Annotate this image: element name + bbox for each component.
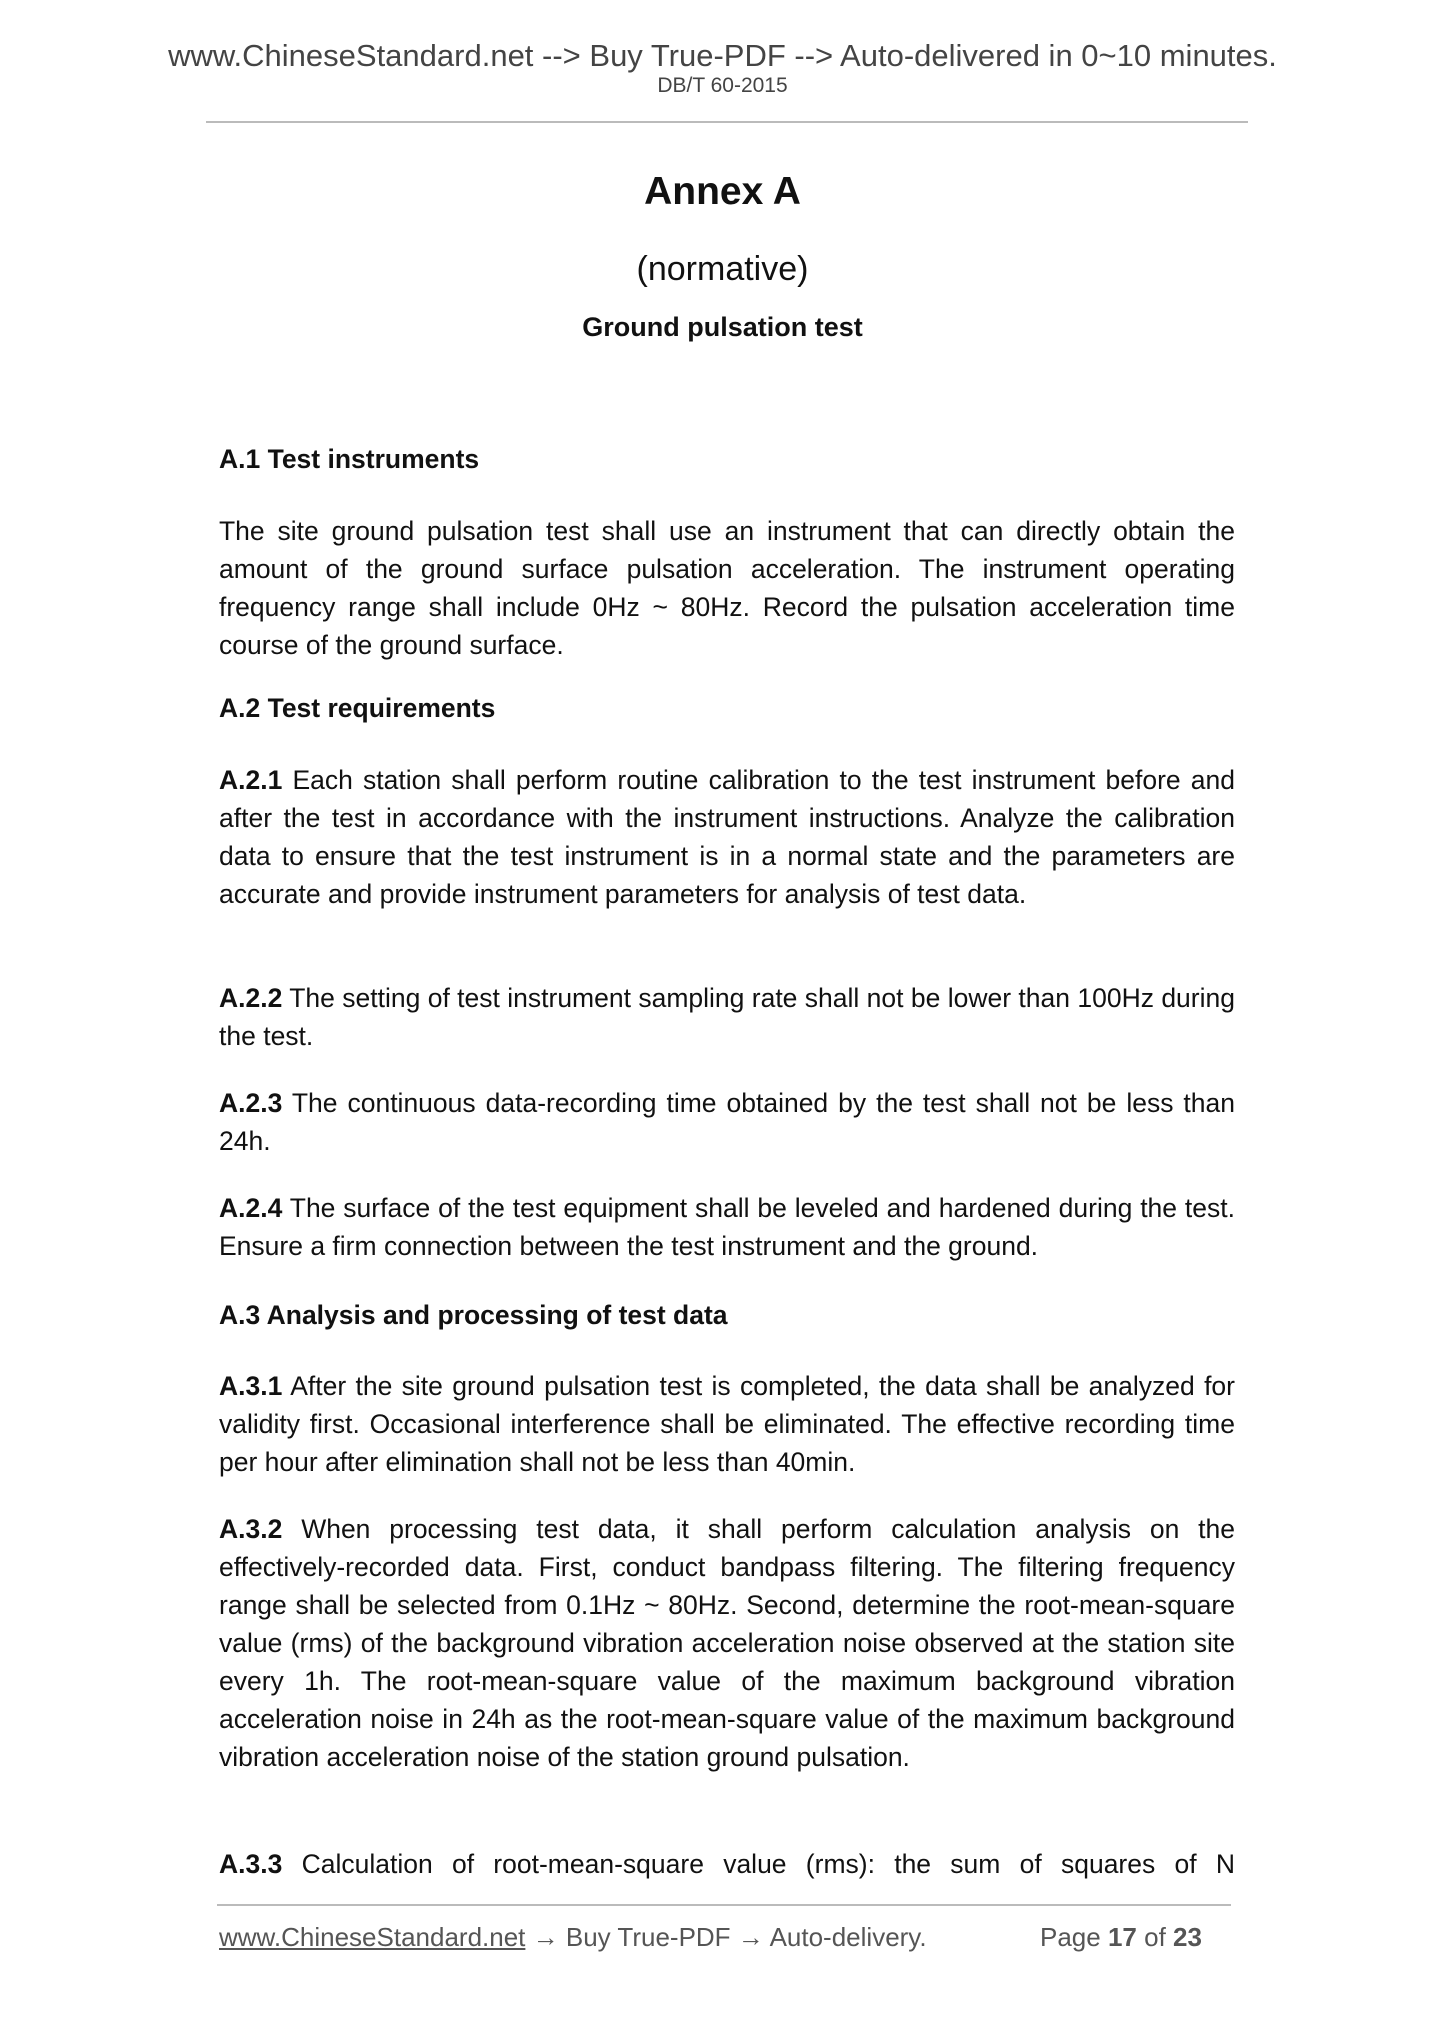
clause-number: A.3.1: [219, 1371, 283, 1401]
clause-text: Calculation of root-mean-square value (rms): the sum of squares of N: [282, 1849, 1235, 1879]
clause-a-3-2: [219, 1510, 1235, 1776]
clause-text: Each station shall perform routine calibration to the test instrument before and after the test in accordance with the instrument instructions. Analyze the calibration data to ensure that the test instrument is in a normal state and the parameters are accurate and provide instrument parameters for analysis of test data.: [219, 765, 1235, 909]
clause-a-3-3: [219, 1845, 1235, 1883]
clause-number: A.2.4: [219, 1193, 283, 1223]
footer-link[interactable]: www.ChineseStandard.net: [219, 1922, 526, 1952]
clause-a-3-1: [219, 1367, 1235, 1481]
clause-a-2-2: [219, 979, 1235, 1055]
clause-number: A.2.3: [219, 1088, 283, 1118]
clause-number: A.2.2: [219, 983, 283, 1013]
page-indicator: [1040, 1922, 1202, 1953]
clause-text: When processing test data, it shall perform calculation analysis on the effectively-recorded data. First, conduct bandpass filtering. The filtering frequency range shall be selected from 0.1Hz ~ 80Hz. Second, determine the root-mean-square value (rms) of the background vibration acceleration noise observed at the station site every 1h. The root-mean-square value of the maximum background vibration acceleration noise in 24h as the root-mean-square value of the maximum background vibration acceleration noise of the station ground pulsation.: [219, 1514, 1235, 1772]
clause-a-2-4: [219, 1189, 1235, 1265]
clause-text: The setting of test instrument sampling rate shall not be lower than 100Hz during the test.: [219, 983, 1235, 1051]
clause-number: A.3.2: [219, 1514, 283, 1544]
header-divider: [206, 121, 1248, 123]
page-label: Page: [1040, 1922, 1101, 1952]
clause-number: A.2.1: [219, 765, 283, 795]
doc-id: DB/T 60-2015: [657, 74, 788, 97]
clause-text: After the site ground pulsation test is completed, the data shall be analyzed for validity first. Occasional interference shall be eliminated. The effective recording time per hour after elimination shall not be less than 40min.: [219, 1371, 1235, 1477]
annex-title: Annex A: [644, 170, 801, 213]
clause-text: The surface of the test equipment shall be leveled and hardened during the test. Ensure a firm connection between the test instrument and the ground.: [219, 1193, 1235, 1261]
section-heading-a2: A.2 Test requirements: [219, 693, 496, 723]
clause-text: The continuous data-recording time obtained by the test shall not be less than 24h.: [219, 1088, 1235, 1156]
clause-a-2-3: [219, 1084, 1235, 1160]
annex-subject: Ground pulsation test: [582, 312, 863, 342]
footer-text: [219, 1922, 927, 1953]
page-number: 17: [1107, 1922, 1137, 1952]
header-banner: www.ChineseStandard.net --> Buy True-PDF --> Auto-delivered in 0~10 minutes.: [168, 38, 1277, 73]
clause-a-2-1: [219, 761, 1235, 913]
of-label: of: [1144, 1922, 1166, 1952]
footer-divider: [217, 1904, 1231, 1906]
paragraph-a1: The site ground pulsation test shall use an instrument that can directly obtain the amount of the ground surface pulsation acceleration. The instrument operating frequency range shall include 0Hz ~ 80Hz. Record the pulsation acceleration time course of the ground surface.: [219, 516, 1235, 660]
footer-promo: → Buy True-PDF → Auto-delivery.: [525, 1922, 927, 1952]
annex-type: (normative): [636, 250, 809, 288]
section-heading-a3: A.3 Analysis and processing of test data: [219, 1300, 728, 1330]
section-heading-a1: A.1 Test instruments: [219, 444, 480, 474]
page-total: 23: [1173, 1922, 1202, 1952]
clause-number: A.3.3: [219, 1849, 283, 1879]
